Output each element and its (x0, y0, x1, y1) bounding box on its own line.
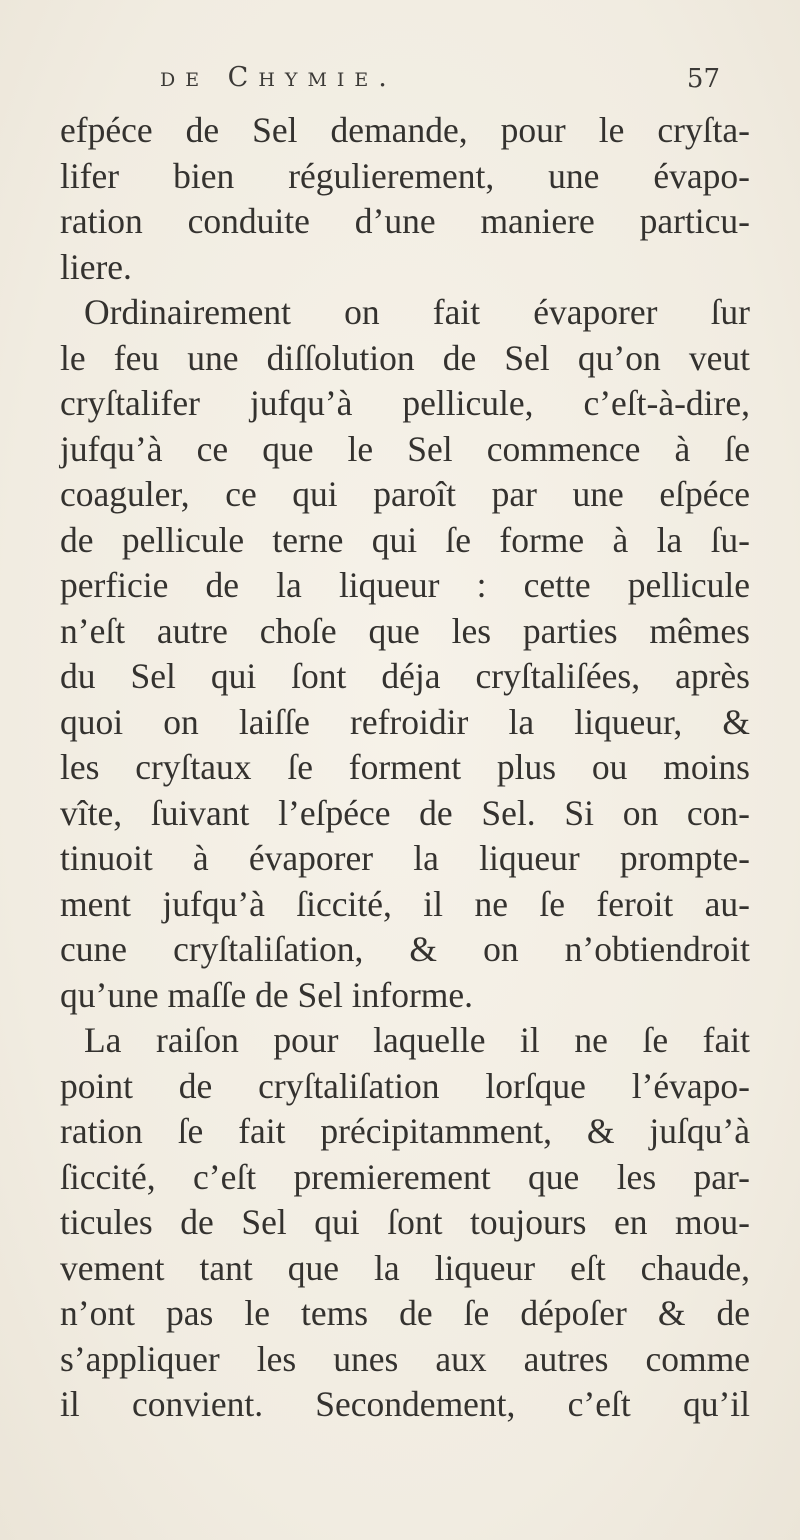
running-title: de Chymie. (160, 62, 397, 93)
text-line: n’ont pas le tems de ſe dépoſer & de (60, 1293, 750, 1333)
text-line: ment jufqu’à ſiccité, il ne ſe feroit au- (60, 883, 750, 924)
body-text (60, 108, 750, 1428)
text-line: perficie de la liqueur : cette pellicule (60, 565, 750, 605)
text-line: jufqu’à ce que le Sel commence à ſe (60, 428, 750, 469)
text-line: efpéce de Sel demande, pour le cryſta- (60, 110, 750, 150)
text-line: il convient. Secondement, c’eſt qu’il (60, 1384, 750, 1424)
text-line: ration ſe fait précipitamment, & juſqu’à (60, 1111, 750, 1151)
text-line: lifer bien régulierement, une évapo- (60, 155, 750, 196)
text-line: La raiſon pour laquelle il ne ſe fait (84, 1020, 750, 1060)
page-number: 57 (686, 64, 720, 94)
text-line: les cryſtaux ſe forment plus ou moins (60, 747, 750, 787)
text-line: le feu une diſſolution de Sel qu’on veut (60, 337, 750, 378)
text-line: qu’une maſſe de Sel informe. (60, 974, 474, 1015)
text-line: ticules de Sel qui ſont toujours en mou- (60, 1202, 750, 1242)
text-line: s’appliquer les unes aux autres comme (60, 1338, 750, 1379)
text-line: quoi on laiſſe refroidir la liqueur, & (60, 701, 750, 742)
text-line: ration conduite d’une maniere particu- (60, 201, 750, 241)
text-line: point de cryſtaliſation lorſque l’évapo- (60, 1065, 750, 1106)
text-line: du Sel qui ſont déja cryſtaliſées, après (60, 656, 750, 696)
text-line: liere. (60, 246, 132, 287)
text-line: coaguler, ce qui paroît par une eſpéce (60, 474, 750, 514)
text-line: n’eſt autre choſe que les parties mêmes (60, 610, 750, 651)
text-line: cryſtalifer jufqu’à pellicule, c’eſt-à-dire, (60, 383, 750, 423)
text-line: vement tant que la liqueur eſt chaude, (60, 1247, 750, 1288)
text-line: Ordinairement on fait évaporer ſur (84, 292, 750, 332)
text-line: de pellicule terne qui ſe forme à la ſu- (60, 519, 750, 560)
text-line: vîte, ſuivant l’eſpéce de Sel. Si on con- (60, 792, 750, 833)
text-line: tinuoit à évaporer la liqueur prompte- (60, 838, 750, 878)
running-header (160, 62, 720, 106)
text-line: ſiccité, c’eſt premierement que les par- (60, 1156, 750, 1197)
text-line: cune cryſtaliſation, & on n’obtiendroit (60, 929, 750, 969)
